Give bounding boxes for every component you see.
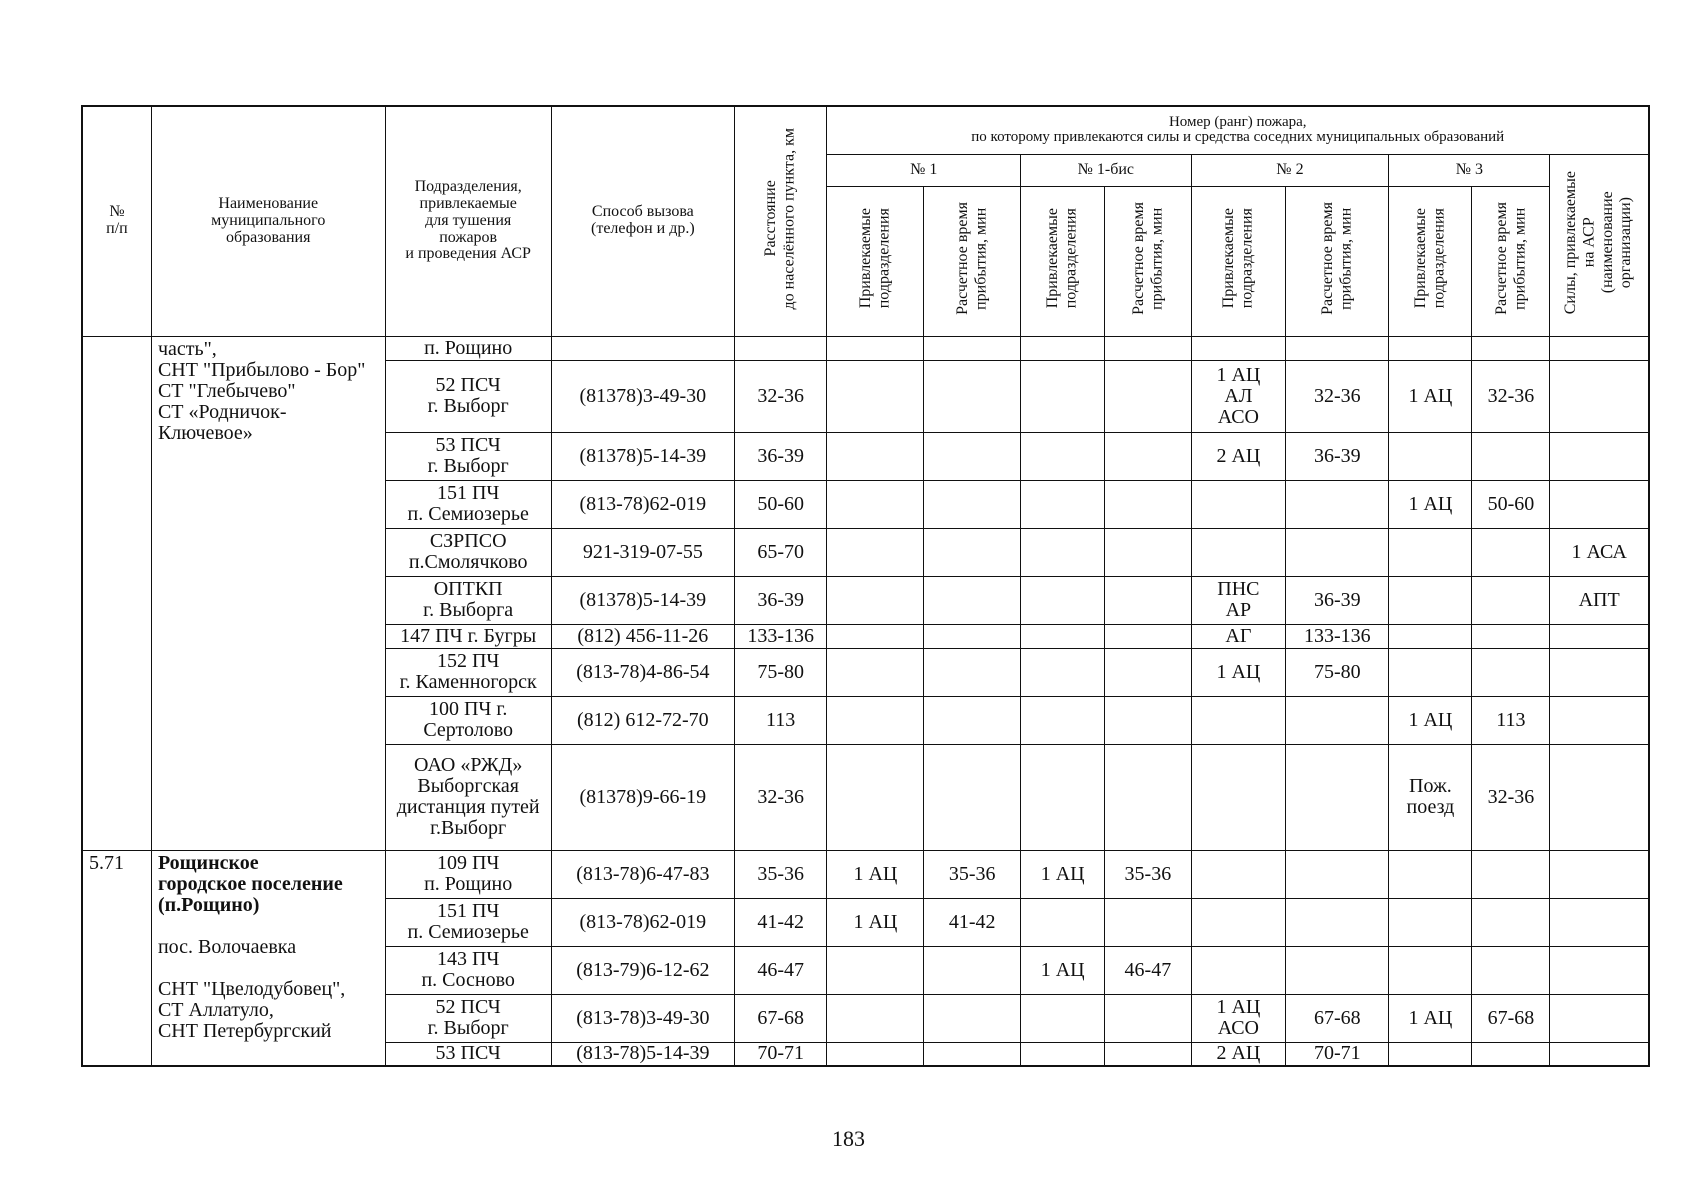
rank1bis-time-cell: 35-36 [1105, 850, 1191, 898]
rank1bis-units-cell [1021, 624, 1105, 648]
asr-forces-cell [1550, 994, 1649, 1042]
page-number: 183 [832, 1126, 865, 1151]
rank1-units-cell [827, 624, 924, 648]
asr-forces-cell [1550, 744, 1649, 850]
rank2-units-cell [1191, 336, 1286, 360]
rank1bis-time-cell [1105, 648, 1191, 696]
header-r1bis-time-label: Расчетное время прибытия, мин [1129, 202, 1165, 316]
asr-forces-cell [1550, 480, 1649, 528]
rank1-time-cell: 41-42 [924, 898, 1021, 946]
asr-forces-cell [1550, 850, 1649, 898]
header-rank-2: № 2 [1191, 154, 1389, 186]
rank3-units-cell [1389, 1042, 1472, 1066]
municipality-cell [151, 850, 385, 1066]
rank1bis-time-cell [1105, 336, 1191, 360]
municipality-cell: часть", СНТ "Прибылово - Бор" СТ "Глебычево" СТ «Родничок- Ключевое» [151, 336, 385, 850]
rank1bis-units-cell [1021, 432, 1105, 480]
header-call-method: Способ вызова (телефон и др.) [551, 106, 734, 336]
rank3-units-cell: 1 АЦ [1389, 696, 1472, 744]
unit-cell: 52 ПСЧ г. Выборг [385, 994, 551, 1042]
rank1bis-time-cell: 46-47 [1105, 946, 1191, 994]
municipality-settlements: пос. Волочаевка СНТ "Цвелодубовец", СТ Аллатуло, СНТ Петербургский [157, 935, 346, 1042]
rank3-time-cell: 32-36 [1472, 744, 1550, 850]
rank1bis-units-cell: 1 АЦ [1021, 946, 1105, 994]
rank1-units-cell [827, 744, 924, 850]
rank3-time-cell [1472, 648, 1550, 696]
rank2-time-cell [1286, 946, 1389, 994]
rank3-time-cell [1472, 946, 1550, 994]
header-municipality: Наименование муниципального образования [151, 106, 385, 336]
rank1-time-cell [924, 480, 1021, 528]
distance-cell: 36-39 [734, 576, 827, 624]
rank1bis-time-cell [1105, 624, 1191, 648]
distance-cell: 32-36 [734, 360, 827, 432]
header-r1-units [827, 186, 924, 336]
distance-cell: 35-36 [734, 850, 827, 898]
rank3-units-cell: 1 АЦ [1389, 360, 1472, 432]
header-rank-title: Номер (ранг) пожара, по которому привлекаются силы и средства соседних муниципальных образований [827, 106, 1649, 154]
rank1bis-units-cell [1021, 528, 1105, 576]
rank1-time-cell: 35-36 [924, 850, 1021, 898]
rank1-units-cell [827, 946, 924, 994]
rank2-time-cell [1286, 696, 1389, 744]
rank1-time-cell [924, 744, 1021, 850]
unit-cell: 100 ПЧ г. Сертолово [385, 696, 551, 744]
rank3-time-cell [1472, 624, 1550, 648]
rank1bis-units-cell [1021, 648, 1105, 696]
asr-forces-cell [1550, 898, 1649, 946]
rank1bis-time-cell [1105, 744, 1191, 850]
header-r1-time [924, 186, 1021, 336]
distance-cell: 75-80 [734, 648, 827, 696]
rank2-units-cell [1191, 898, 1286, 946]
municipality-name: Рощинское городское поселение (п.Рощино) [157, 851, 343, 916]
rank2-units-cell [1191, 850, 1286, 898]
header-asr [1550, 154, 1649, 336]
header-r3-units [1389, 186, 1472, 336]
distance-cell: 65-70 [734, 528, 827, 576]
call-method-cell: (81378)5-14-39 [551, 432, 734, 480]
rank1bis-units-cell [1021, 1042, 1105, 1066]
call-method-cell: (812) 456-11-26 [551, 624, 734, 648]
rank1bis-time-cell [1105, 994, 1191, 1042]
unit-cell: 151 ПЧ п. Семиозерье [385, 480, 551, 528]
header-r3-time-label: Расчетное время прибытия, мин [1492, 202, 1528, 316]
distance-cell: 133-136 [734, 624, 827, 648]
fire-forces-table [81, 105, 1650, 1067]
rank3-time-cell: 32-36 [1472, 360, 1550, 432]
distance-cell: 32-36 [734, 744, 827, 850]
asr-forces-cell [1550, 946, 1649, 994]
rank2-time-cell: 70-71 [1286, 1042, 1389, 1066]
rank3-units-cell [1389, 432, 1472, 480]
call-method-cell: 921-319-07-55 [551, 528, 734, 576]
rank2-units-cell: 1 АЦ [1191, 648, 1286, 696]
rank1bis-units-cell [1021, 336, 1105, 360]
asr-forces-cell [1550, 360, 1649, 432]
rank3-units-cell [1389, 898, 1472, 946]
rank1-time-cell [924, 528, 1021, 576]
table-body [82, 336, 1649, 1066]
rank1bis-units-cell [1021, 360, 1105, 432]
rank1-time-cell [924, 994, 1021, 1042]
rank2-time-cell: 32-36 [1286, 360, 1389, 432]
unit-cell: 147 ПЧ г. Бугры [385, 624, 551, 648]
asr-forces-cell [1550, 648, 1649, 696]
rank2-units-cell [1191, 528, 1286, 576]
rank1bis-time-cell [1105, 1042, 1191, 1066]
distance-cell: 70-71 [734, 1042, 827, 1066]
rank1-units-cell [827, 994, 924, 1042]
rank2-time-cell [1286, 744, 1389, 850]
asr-forces-cell [1550, 696, 1649, 744]
table-row [82, 336, 1649, 360]
rank1-units-cell [827, 648, 924, 696]
unit-cell: ОПТКП г. Выборга [385, 576, 551, 624]
header-r1-units-label: Привлекаемые подразделения [856, 208, 893, 309]
rank1bis-time-cell [1105, 360, 1191, 432]
header-distance-label: Расстояние до населённого пункта, км [762, 128, 798, 310]
rank1-units-cell [827, 360, 924, 432]
rank2-units-cell: 1 АЦ АСО [1191, 994, 1286, 1042]
rank3-time-cell [1472, 432, 1550, 480]
header-r1-time-label: Расчетное время прибытия, мин [953, 202, 990, 316]
table-row [82, 850, 1649, 898]
call-method-cell: (813-78)62-019 [551, 480, 734, 528]
rank2-units-cell [1191, 744, 1286, 850]
rank2-time-cell: 67-68 [1286, 994, 1389, 1042]
rank3-units-cell [1389, 850, 1472, 898]
rank3-units-cell [1389, 946, 1472, 994]
distance-cell: 67-68 [734, 994, 827, 1042]
rank1-units-cell [827, 480, 924, 528]
rank2-units-cell: 2 АЦ [1191, 432, 1286, 480]
rank2-time-cell [1286, 898, 1389, 946]
rank1-time-cell [924, 336, 1021, 360]
rank1-time-cell [924, 696, 1021, 744]
header-r2-units [1191, 186, 1286, 336]
rank3-time-cell [1472, 1042, 1550, 1066]
rank1-units-cell [827, 336, 924, 360]
rank1-units-cell: 1 АЦ [827, 850, 924, 898]
call-method-cell: (81378)9-66-19 [551, 744, 734, 850]
rank2-time-cell: 36-39 [1286, 576, 1389, 624]
rank3-units-cell: 1 АЦ [1389, 480, 1472, 528]
rank1-units-cell [827, 1042, 924, 1066]
call-method-cell: (813-78)62-019 [551, 898, 734, 946]
rank1bis-time-cell [1105, 528, 1191, 576]
rank3-time-cell: 67-68 [1472, 994, 1550, 1042]
rank2-units-cell: АГ [1191, 624, 1286, 648]
asr-forces-cell [1550, 432, 1649, 480]
distance-cell: 46-47 [734, 946, 827, 994]
rank1bis-time-cell [1105, 576, 1191, 624]
distance-cell: 113 [734, 696, 827, 744]
rank1-units-cell [827, 432, 924, 480]
rank3-units-cell [1389, 648, 1472, 696]
rank3-units-cell: 1 АЦ [1389, 994, 1472, 1042]
rank2-units-cell [1191, 946, 1286, 994]
row-number [82, 336, 151, 850]
header-distance [734, 106, 827, 336]
unit-cell: 53 ПСЧ г. Выборг [385, 432, 551, 480]
rank3-units-cell [1389, 576, 1472, 624]
header-rank-3: № 3 [1389, 154, 1550, 186]
asr-forces-cell [1550, 624, 1649, 648]
row-number: 5.71 [82, 850, 151, 1066]
rank1bis-units-cell [1021, 480, 1105, 528]
header-r3-time [1472, 186, 1550, 336]
asr-forces-cell: АПТ [1550, 576, 1649, 624]
call-method-cell: (813-78)3-49-30 [551, 994, 734, 1042]
rank2-time-cell [1286, 480, 1389, 528]
call-method-cell: (81378)3-49-30 [551, 360, 734, 432]
rank1bis-units-cell: 1 АЦ [1021, 850, 1105, 898]
call-method-cell: (813-78)6-47-83 [551, 850, 734, 898]
rank3-time-cell [1472, 576, 1550, 624]
header-r1bis-time [1105, 186, 1191, 336]
rank3-units-cell [1389, 624, 1472, 648]
distance-cell: 50-60 [734, 480, 827, 528]
header-r1bis-units-label: Привлекаемые подразделения [1044, 208, 1080, 309]
rank1-units-cell [827, 528, 924, 576]
rank2-time-cell [1286, 528, 1389, 576]
call-method-cell: (813-78)5-14-39 [551, 1042, 734, 1066]
rank3-units-cell [1389, 336, 1472, 360]
rank2-units-cell: ПНС АР [1191, 576, 1286, 624]
header-r3-units-label: Привлекаемые подразделения [1412, 208, 1448, 309]
rank3-units-cell: Пож. поезд [1389, 744, 1472, 850]
header-r2-time-label: Расчетное время прибытия, мин [1318, 202, 1355, 316]
rank1bis-time-cell [1105, 432, 1191, 480]
unit-cell: 152 ПЧ г. Каменногорск [385, 648, 551, 696]
asr-forces-cell [1550, 1042, 1649, 1066]
rank2-units-cell: 2 АЦ [1191, 1042, 1286, 1066]
call-method-cell: (81378)5-14-39 [551, 576, 734, 624]
asr-forces-cell: 1 АСА [1550, 528, 1649, 576]
rank1bis-time-cell [1105, 480, 1191, 528]
distance-cell [734, 336, 827, 360]
rank2-units-cell: 1 АЦ АЛ АСО [1191, 360, 1286, 432]
rank3-time-cell [1472, 850, 1550, 898]
rank3-time-cell [1472, 528, 1550, 576]
unit-cell: 109 ПЧ п. Рощино [385, 850, 551, 898]
header-num: № п/п [82, 106, 151, 336]
rank2-units-cell [1191, 696, 1286, 744]
rank2-time-cell: 133-136 [1286, 624, 1389, 648]
rank1-time-cell [924, 648, 1021, 696]
rank3-time-cell [1472, 336, 1550, 360]
header-r1bis-units [1021, 186, 1105, 336]
rank1bis-units-cell [1021, 576, 1105, 624]
unit-cell: п. Рощино [385, 336, 551, 360]
rank2-time-cell [1286, 850, 1389, 898]
rank2-time-cell [1286, 336, 1389, 360]
rank1-time-cell [924, 576, 1021, 624]
unit-cell: СЗРПСО п.Смолячково [385, 528, 551, 576]
header-asr-label: Силы, привлекаемые на АСР (наименование организации) [1562, 170, 1635, 315]
unit-cell: 143 ПЧ п. Сосново [385, 946, 551, 994]
rank1bis-time-cell [1105, 696, 1191, 744]
rank1-time-cell [924, 1042, 1021, 1066]
distance-cell: 41-42 [734, 898, 827, 946]
rank3-units-cell [1389, 528, 1472, 576]
rank1-units-cell [827, 576, 924, 624]
header-units: Подразделения, привлекаемые для тушения пожаров и проведения АСР [385, 106, 551, 336]
asr-forces-cell [1550, 336, 1649, 360]
rank1bis-units-cell [1021, 994, 1105, 1042]
distance-cell: 36-39 [734, 432, 827, 480]
rank1-time-cell [924, 624, 1021, 648]
rank1-time-cell [924, 946, 1021, 994]
rank1-units-cell: 1 АЦ [827, 898, 924, 946]
header-r2-time [1286, 186, 1389, 336]
unit-cell: ОАО «РЖД» Выборгская дистанция путей г.Выборг [385, 744, 551, 850]
rank3-time-cell: 113 [1472, 696, 1550, 744]
rank1-time-cell [924, 360, 1021, 432]
rank1bis-time-cell [1105, 898, 1191, 946]
rank1bis-units-cell [1021, 898, 1105, 946]
call-method-cell [551, 336, 734, 360]
rank3-time-cell: 50-60 [1472, 480, 1550, 528]
header-r2-units-label: Привлекаемые подразделения [1219, 208, 1256, 309]
unit-cell: 53 ПСЧ [385, 1042, 551, 1066]
rank1-units-cell [827, 696, 924, 744]
unit-cell: 52 ПСЧ г. Выборг [385, 360, 551, 432]
call-method-cell: (813-78)4-86-54 [551, 648, 734, 696]
rank1-time-cell [924, 432, 1021, 480]
call-method-cell: (813-79)6-12-62 [551, 946, 734, 994]
rank2-time-cell: 36-39 [1286, 432, 1389, 480]
call-method-cell: (812) 612-72-70 [551, 696, 734, 744]
rank1bis-units-cell [1021, 744, 1105, 850]
header-rank-1: № 1 [827, 154, 1021, 186]
unit-cell: 151 ПЧ п. Семиозерье [385, 898, 551, 946]
rank1bis-units-cell [1021, 696, 1105, 744]
rank2-time-cell: 75-80 [1286, 648, 1389, 696]
rank3-time-cell [1472, 898, 1550, 946]
rank2-units-cell [1191, 480, 1286, 528]
header-rank-1bis: № 1-бис [1021, 154, 1191, 186]
